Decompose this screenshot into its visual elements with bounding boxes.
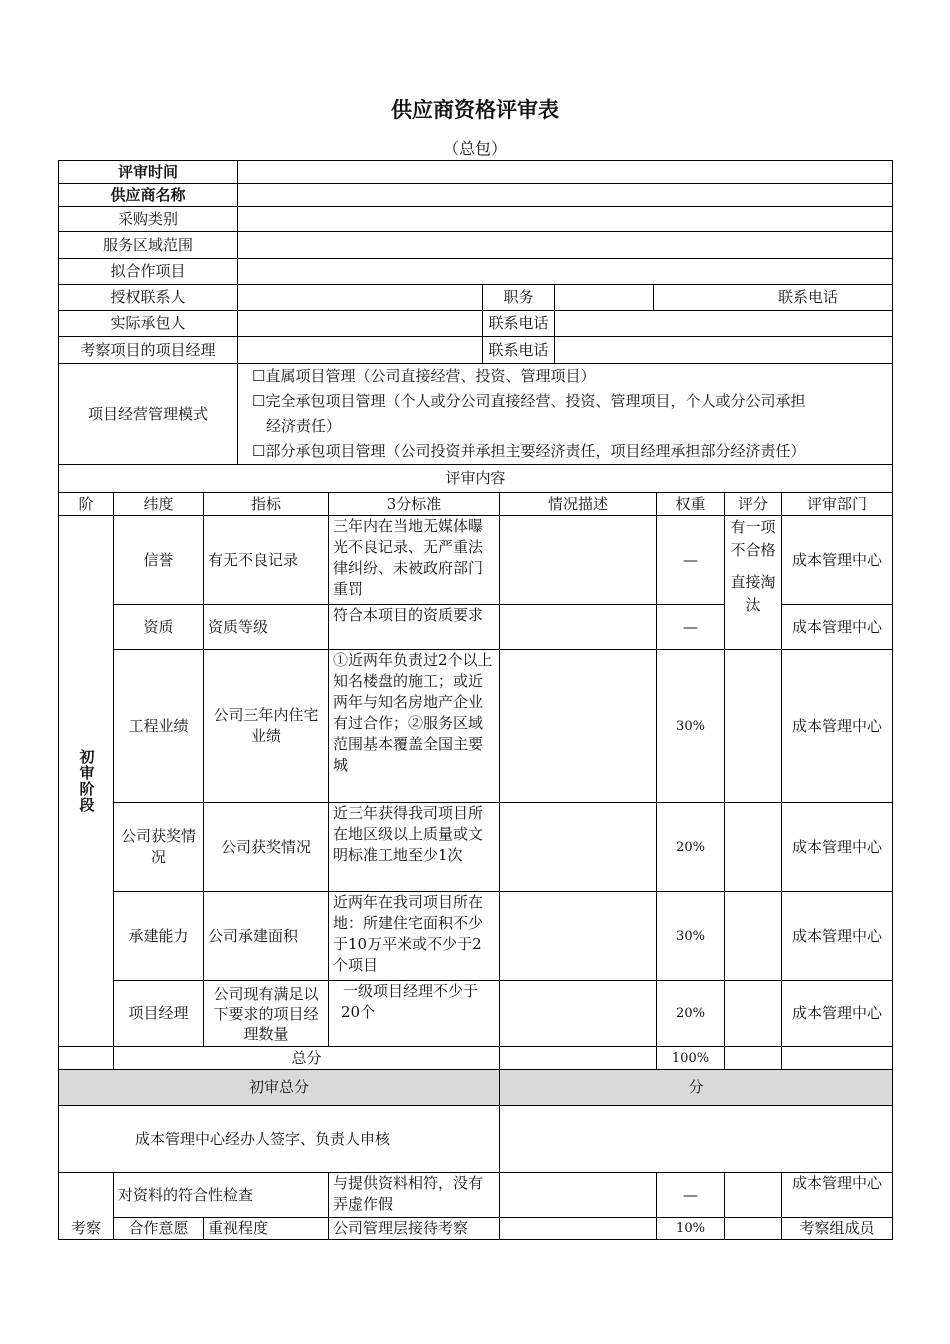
total-blank <box>59 1047 114 1070</box>
supplier-info-table <box>58 160 893 465</box>
total-row <box>59 1047 893 1070</box>
weight-cell: 30% <box>657 892 725 981</box>
standard-cell: 近三年获得我司项目所在地区级以上质量或文明标准工地至少1次 <box>329 803 500 892</box>
eval-time-field[interactable] <box>238 161 893 184</box>
contractor-phone-field[interactable] <box>555 311 893 337</box>
position-label: 职务 <box>483 285 555 311</box>
dept-cell: 成本管理中心 <box>782 516 893 605</box>
dept-cell: 成本管理中心 <box>782 981 893 1047</box>
indicator-cell: 重视程度 <box>204 1218 329 1240</box>
total-score[interactable] <box>725 1047 782 1070</box>
initial-total-score[interactable]: 分 <box>500 1070 893 1106</box>
table-row <box>59 1173 893 1218</box>
total-dept <box>782 1047 893 1070</box>
score-field[interactable] <box>725 981 782 1047</box>
position-field[interactable] <box>555 285 654 311</box>
dept-cell: 成本管理中心 <box>782 892 893 981</box>
dimension-cell: 合作意愿 <box>114 1218 204 1240</box>
page-subtitle: （总包） <box>442 139 507 158</box>
service-area-label: 服务区域范围 <box>59 232 238 259</box>
total-weight: 100% <box>657 1047 725 1070</box>
description-field[interactable] <box>500 1218 657 1240</box>
dimension-cell: 承建能力 <box>114 892 204 981</box>
standard-cell: 与提供资料相符，没有弄虚作假 <box>329 1173 500 1218</box>
stage-inspection: 考察 <box>59 1173 114 1240</box>
description-field[interactable] <box>500 605 657 650</box>
page-title: 供应商资格评审表 <box>391 98 559 122</box>
auth-contact-label: 授权联系人 <box>59 285 238 311</box>
inspected-pm-field[interactable] <box>238 337 483 364</box>
description-field[interactable] <box>500 981 657 1047</box>
dimension-cell: 公司获奖情况 <box>114 803 204 892</box>
mode-options <box>238 364 893 465</box>
supplier-name-label: 供应商名称 <box>59 184 238 207</box>
contractor-phone-label: 联系电话 <box>483 311 555 337</box>
description-field[interactable] <box>500 1173 657 1218</box>
score-field[interactable] <box>725 1173 782 1218</box>
dept-cell: 成本管理中心 <box>782 1173 893 1218</box>
signoff-field[interactable] <box>500 1106 893 1173</box>
weight-cell: — <box>657 1173 725 1218</box>
header-weight: 权重 <box>657 493 725 516</box>
total-description <box>500 1047 657 1070</box>
reject-note-line1: 有一项不合格 <box>730 518 776 559</box>
weight-cell: — <box>657 516 725 605</box>
standard-cell: ①近两年负责过2个以上知名楼盘的施工；或近两年与知名房地产企业有过合作；②服务区域范围基本覆盖全国主要城 <box>329 650 500 803</box>
standard-line1: 一级项目经理不少于 <box>343 982 479 1000</box>
initial-total-label: 初审总分 <box>59 1070 500 1106</box>
standard-cell: 三年内在当地无媒体曝光不良记录、无严重法律纠纷、未被政府部门重罚 <box>329 516 500 605</box>
reject-note-cell <box>725 516 782 650</box>
dimension-cell: 对资料的符合性检查 <box>114 1173 329 1218</box>
supplier-name-field[interactable] <box>238 184 893 207</box>
mode-option-full-contract-cont: 经济责任） <box>266 417 342 435</box>
standard-cell: 符合本项目的资质要求 <box>329 605 500 650</box>
indicator-cell: 公司承建面积 <box>204 892 329 981</box>
indicator-cell: 公司现有满足以下要求的项目经理数量 <box>204 981 329 1047</box>
mode-option-direct[interactable]: ☐直属项目管理（公司直接经营、投资、管理项目） <box>252 367 596 385</box>
header-dimension: 纬度 <box>114 493 204 516</box>
mode-option-full-contract[interactable]: ☐完全承包项目管理（个人或分公司直接经营、投资、管理项目，个人或分公司承担 <box>252 392 806 410</box>
dimension-cell: 资质 <box>114 605 204 650</box>
table-row <box>59 516 893 605</box>
header-stage: 阶 <box>59 493 114 516</box>
standard-cell: 公司管理层接待考察 <box>329 1218 500 1240</box>
weight-cell: 30% <box>657 650 725 803</box>
pm-phone-field[interactable] <box>555 337 893 364</box>
signoff-row <box>59 1106 893 1173</box>
indicator-cell: 公司获奖情况 <box>204 803 329 892</box>
description-field[interactable] <box>500 803 657 892</box>
description-field[interactable] <box>500 516 657 605</box>
indicator-cell: 有无不良记录 <box>204 516 329 605</box>
dept-cell: 考察组成员 <box>782 1218 893 1240</box>
planned-project-label: 拟合作项目 <box>59 259 238 285</box>
inspected-pm-label: 考察项目的项目经理 <box>59 337 238 364</box>
evaluation-table <box>58 464 893 1240</box>
score-field[interactable] <box>725 892 782 981</box>
score-field[interactable] <box>725 650 782 803</box>
table-row <box>59 1218 893 1240</box>
dept-cell: 成本管理中心 <box>782 650 893 803</box>
initial-total-row <box>59 1070 893 1106</box>
table-row <box>59 892 893 981</box>
stage-initial: 初审阶段 <box>77 749 96 813</box>
total-label: 总分 <box>114 1047 500 1070</box>
auth-contact-field[interactable] <box>238 285 483 311</box>
actual-contractor-label: 实际承包人 <box>59 311 238 337</box>
dept-cell: 成本管理中心 <box>782 803 893 892</box>
dimension-cell: 工程业绩 <box>114 650 204 803</box>
stage-initial-cell <box>59 516 114 1047</box>
header-description: 情况描述 <box>500 493 657 516</box>
actual-contractor-field[interactable] <box>238 311 483 337</box>
header-indicator: 指标 <box>204 493 329 516</box>
reject-note-line2: 直接淘汰 <box>730 573 776 614</box>
score-field[interactable] <box>725 803 782 892</box>
mode-label: 项目经营管理模式 <box>59 364 238 465</box>
weight-cell: 10% <box>657 1218 725 1240</box>
service-area-field[interactable] <box>238 232 893 259</box>
mode-option-partial-contract[interactable]: ☐部分承包项目管理（公司投资并承担主要经济责任，项目经理承担部分经济责任） <box>252 442 806 460</box>
table-row <box>59 650 893 803</box>
content-title: 评审内容 <box>59 465 893 493</box>
header-standard: 3分标准 <box>329 493 500 516</box>
contact-phone-label-text: 联系电话 <box>778 288 839 306</box>
weight-cell: 20% <box>657 803 725 892</box>
description-field[interactable] <box>500 892 657 981</box>
dept-cell: 成本管理中心 <box>782 605 893 650</box>
planned-project-field[interactable] <box>238 259 893 285</box>
standard-cell: 近两年在我司项目所在地：所建住宅面积不少于10万平米或不少于2个项目 <box>329 892 500 981</box>
signoff-label: 成本管理中心经办人签字、负责人申核 <box>59 1106 500 1173</box>
description-field[interactable] <box>500 650 657 803</box>
score-field[interactable] <box>725 1218 782 1240</box>
dimension-cell: 信誉 <box>114 516 204 605</box>
header-score: 评分 <box>725 493 782 516</box>
purchase-category-field[interactable] <box>238 207 893 232</box>
weight-cell: — <box>657 605 725 650</box>
contact-phone-label <box>654 285 893 311</box>
standard-cell <box>329 981 500 1047</box>
indicator-cell: 资质等级 <box>204 605 329 650</box>
pm-phone-label: 联系电话 <box>483 337 555 364</box>
weight-cell: 20% <box>657 981 725 1047</box>
eval-time-label: 评审时间 <box>59 161 238 184</box>
table-row <box>59 803 893 892</box>
standard-line2: 20个 <box>341 1003 376 1021</box>
purchase-category-label: 采购类别 <box>59 207 238 232</box>
dimension-cell: 项目经理 <box>114 981 204 1047</box>
indicator-cell: 公司三年内住宅业绩 <box>204 650 329 803</box>
header-dept: 评审部门 <box>782 493 893 516</box>
table-row <box>59 981 893 1047</box>
